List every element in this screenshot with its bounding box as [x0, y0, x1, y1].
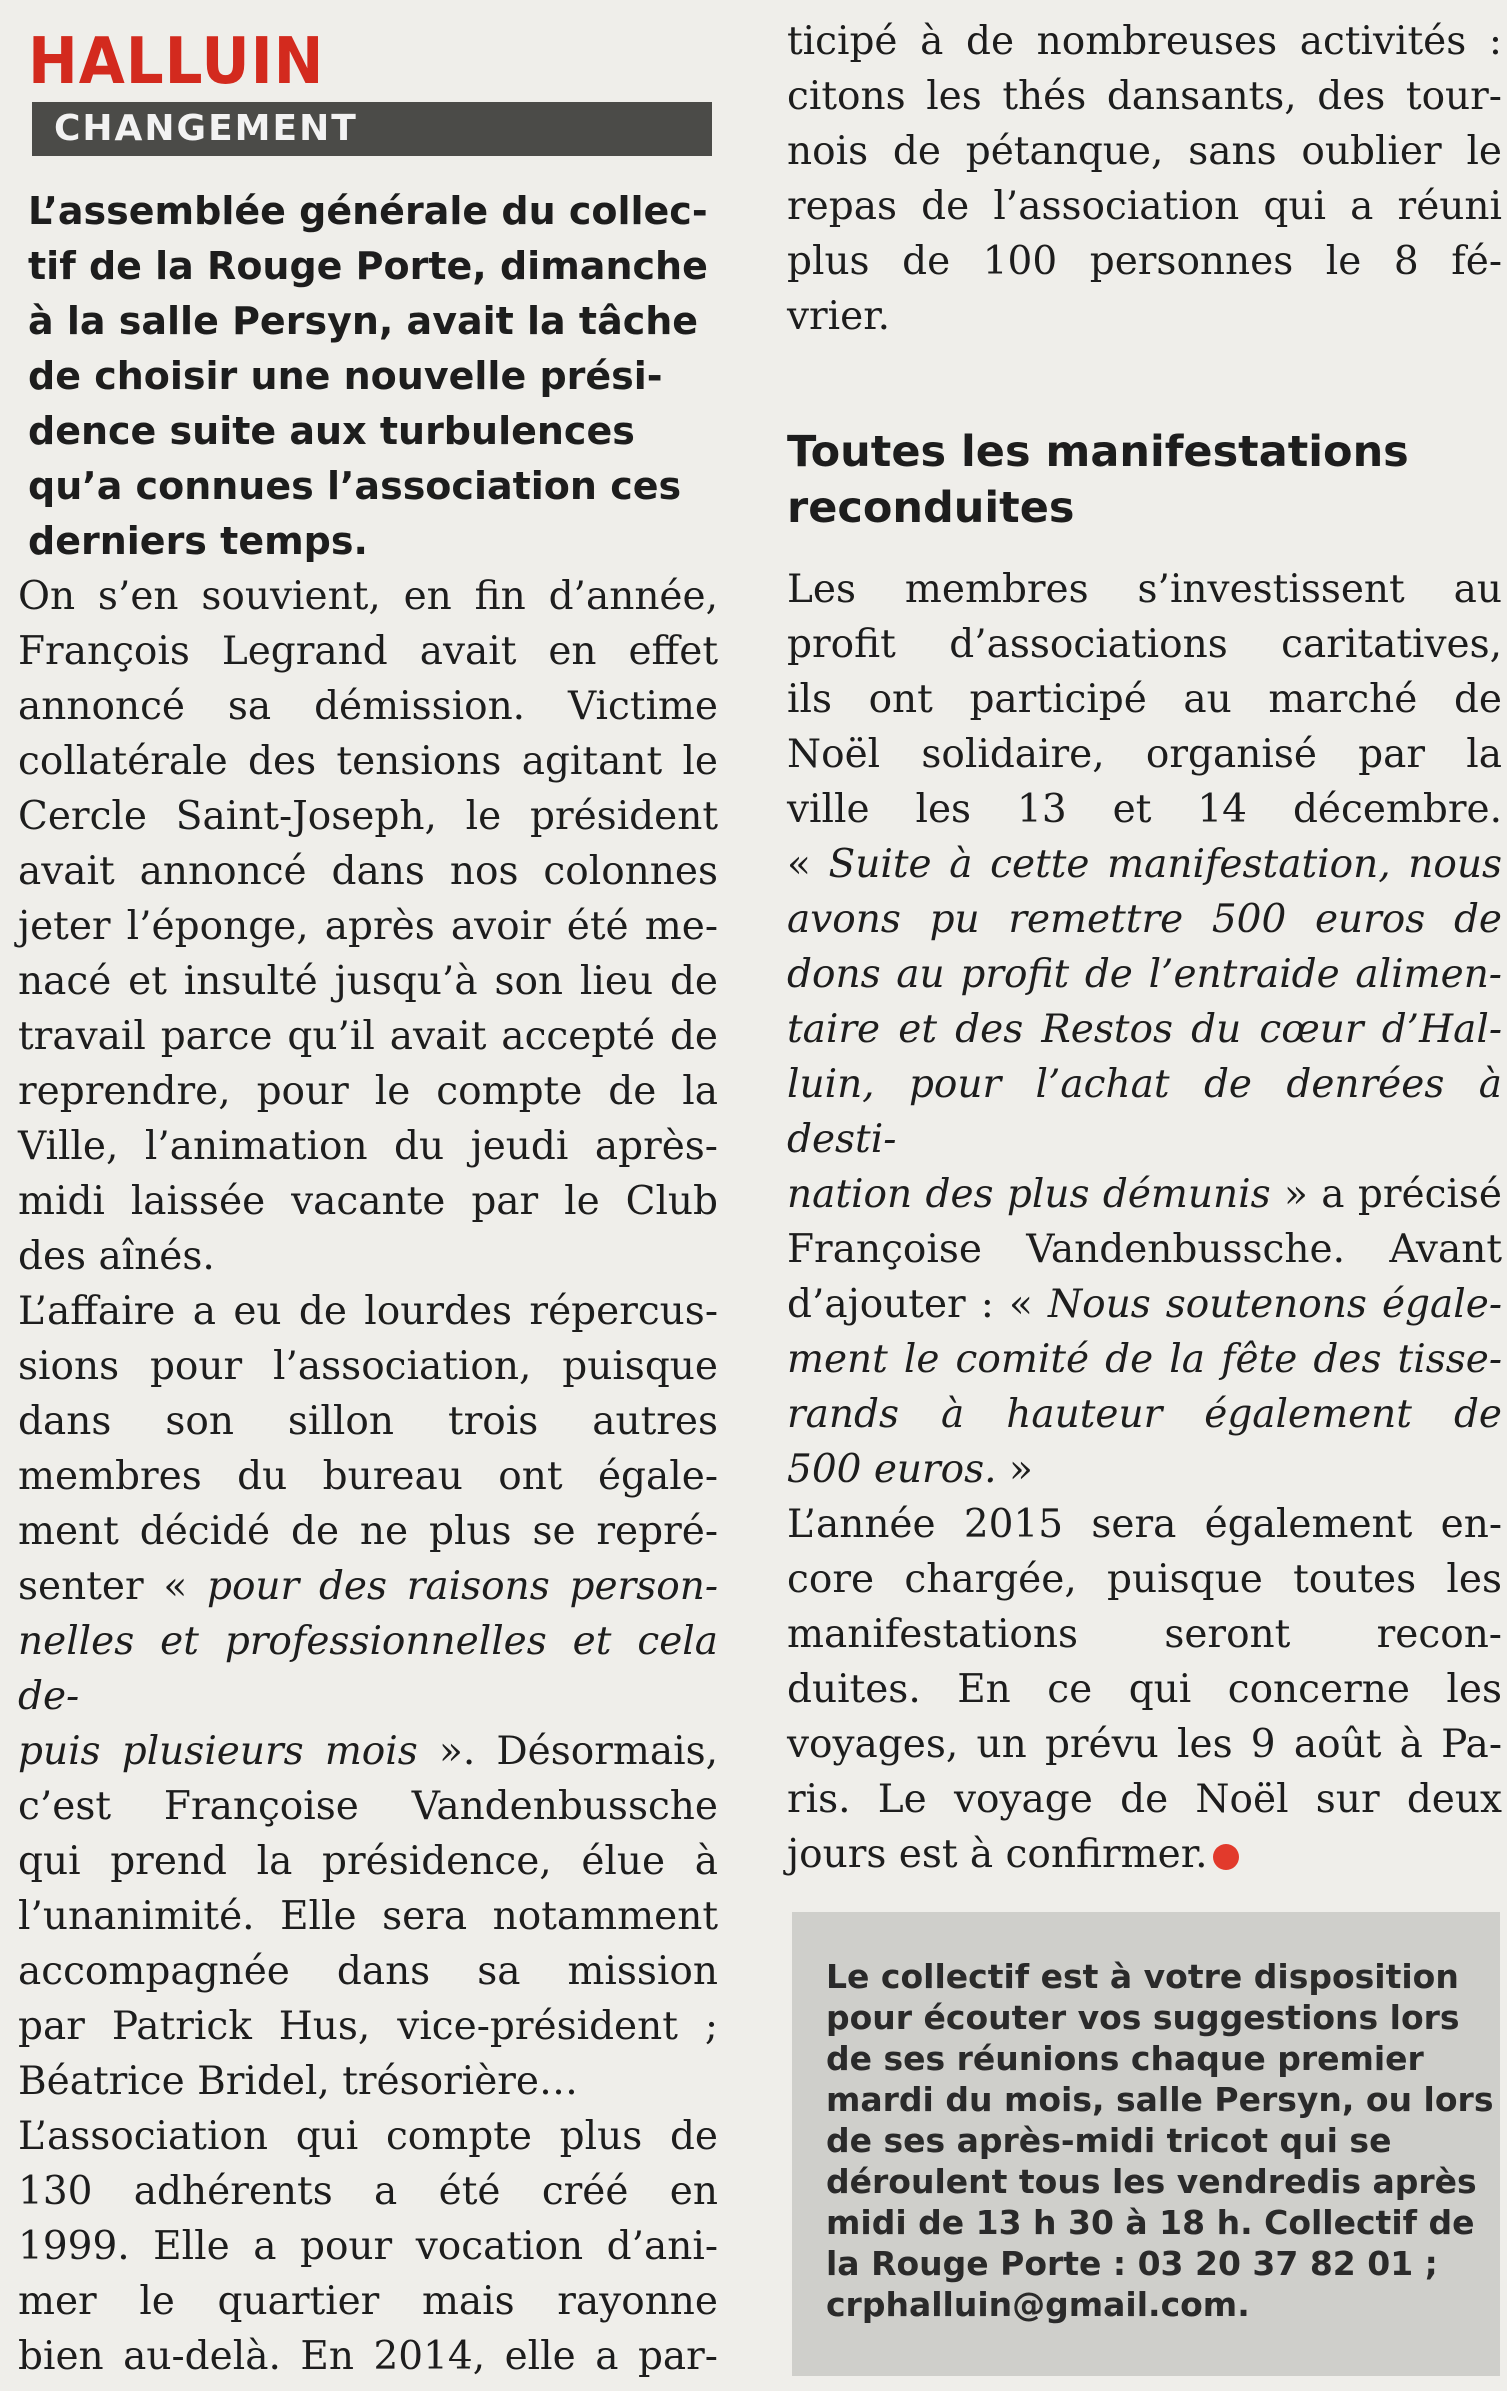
body-line: avait annoncé dans nos colonnes: [18, 849, 718, 894]
paragraph: [18, 1284, 718, 2109]
body-line: Ville, l’animation du jeudi après-: [18, 1124, 718, 1169]
body-line: vrier.: [787, 294, 890, 339]
text-run: »: [996, 1447, 1033, 1492]
body-line: [787, 1442, 1502, 1497]
body-line: [787, 1277, 1502, 1332]
body-line: [787, 1332, 1502, 1387]
body-line: bien au-delà. En 2014, elle a par-: [18, 2334, 718, 2379]
quote-text: luin, pour l’achat de denrées à desti-: [787, 1062, 1502, 1162]
body-line: Noël solidaire, organisé par la: [787, 732, 1502, 777]
body-line: l’unanimité. Elle sera notamment: [18, 1894, 718, 1939]
quote-text: ment le comité de la fête des tisse-: [787, 1337, 1502, 1382]
paragraph: [787, 14, 1502, 344]
body-line: reprendre, pour le compte de la: [18, 1069, 718, 1114]
body-line: [18, 1614, 718, 1724]
quote-text: dons au profit de l’entraide alimen-: [787, 952, 1502, 997]
body-line: nacé et insulté jusqu’à son lieu de: [18, 959, 718, 1004]
body-line: [787, 947, 1502, 1002]
lead-line: à la salle Persyn, avait la tâche: [28, 299, 699, 343]
body-line: ticipé à de nombreuses activités :: [787, 19, 1502, 64]
left-column: [18, 18, 718, 2384]
body-line: François Legrand avait en effet: [18, 629, 718, 674]
lead-line: de choisir une nouvelle prési-: [28, 354, 663, 398]
location-heading: HALLUIN: [28, 25, 325, 99]
article-lead: [28, 184, 718, 569]
subheading-line: reconduites: [787, 483, 1075, 533]
quote-text: 500 euros.: [787, 1447, 997, 1492]
body-line: par Patrick Hus, vice-président ;: [18, 2004, 718, 2049]
body-line: jeter l’éponge, après avoir été me-: [18, 904, 718, 949]
quote-text: Nous soutenons égale-: [1047, 1282, 1503, 1327]
lead-line: derniers temps.: [28, 519, 368, 563]
quote-text: Suite à cette manifestation, nous: [828, 842, 1502, 887]
body-line: ville les 13 et 14 décembre.: [787, 787, 1502, 832]
paragraph: [787, 1497, 1502, 1882]
end-mark-icon: [1213, 1844, 1239, 1870]
body-line: L’affaire a eu de lourdes répercus-: [18, 1289, 718, 1334]
body-line: profit d’associations caritatives,: [787, 622, 1502, 667]
quote-text: avons pu remettre 500 euros de: [787, 897, 1502, 942]
right-body: [787, 14, 1502, 1882]
body-line: Les membres s’investissent au: [787, 567, 1502, 612]
left-body: [18, 569, 718, 2384]
info-line: de ses réunions chaque premier: [826, 2039, 1424, 2078]
body-line: [787, 1387, 1502, 1442]
body-line: 130 adhérents a été créé en: [18, 2169, 718, 2214]
body-line: core chargée, puisque toutes les: [787, 1557, 1502, 1602]
body-line: dans son sillon trois autres: [18, 1399, 718, 1444]
body-line: manifestations seront recon-: [787, 1612, 1502, 1657]
text-run: jours est à confirmer.: [787, 1832, 1208, 1877]
quote-text: pour des raisons person-: [206, 1564, 718, 1609]
body-line: ris. Le voyage de Noël sur deux: [787, 1777, 1502, 1822]
body-line: [787, 1002, 1502, 1057]
lead-line: dence suite aux turbulences: [28, 409, 635, 453]
quote-text: nelles et professionnelles et cela de-: [18, 1619, 718, 1719]
right-column: [787, 14, 1502, 1882]
body-line: repas de l’association qui a réuni: [787, 184, 1502, 229]
subheading: [787, 424, 1502, 536]
body-line: voyages, un prévu les 9 août à Pa-: [787, 1722, 1502, 1767]
body-line: plus de 100 personnes le 8 fé-: [787, 239, 1502, 284]
quote-text: puis plusieurs mois: [18, 1729, 418, 1774]
text-run: senter «: [18, 1564, 207, 1609]
body-line: qui prend la présidence, élue à: [18, 1839, 718, 1884]
lead-line: qu’a connues l’association ces: [28, 464, 682, 508]
body-line: [18, 1724, 718, 1779]
info-line: midi de 13 h 30 à 18 h. Collectif de: [826, 2203, 1475, 2242]
body-line: 1999. Elle a pour vocation d’ani-: [18, 2224, 718, 2269]
text-run: ». Désormais,: [417, 1729, 718, 1774]
body-line: On s’en souvient, en fin d’année,: [18, 574, 718, 619]
lead-line: L’assemblée générale du collec-: [28, 189, 708, 233]
body-line: [787, 1057, 1502, 1167]
body-line: accompagnée dans sa mission: [18, 1949, 718, 1994]
body-line: [787, 837, 1502, 892]
body-line: Béatrice Bridel, trésorière…: [18, 2059, 578, 2104]
body-line: L’association qui compte plus de: [18, 2114, 718, 2159]
text-run: «: [787, 842, 829, 887]
info-line: crphalluin@gmail.com.: [826, 2285, 1250, 2324]
info-line: mardi du mois, salle Persyn, ou lors: [826, 2080, 1494, 2119]
body-line: [787, 1167, 1502, 1222]
paragraph: [787, 562, 1502, 1497]
quote-text: taire et des Restos du cœur d’Hal-: [787, 1007, 1502, 1052]
text-run: d’ajouter : «: [787, 1282, 1048, 1327]
body-line: duites. En ce qui concerne les: [787, 1667, 1502, 1712]
quote-text: nation des plus démunis: [787, 1172, 1271, 1217]
body-line: [18, 1559, 718, 1614]
paragraph: [18, 569, 718, 1284]
body-line: collatérale des tensions agitant le: [18, 739, 718, 784]
body-line: ils ont participé au marché de: [787, 677, 1502, 722]
body-line: c’est Françoise Vandenbussche: [18, 1784, 718, 1829]
body-line: membres du bureau ont égale-: [18, 1454, 718, 1499]
body-line: travail parce qu’il avait accepté de: [18, 1014, 718, 1059]
body-line: L’année 2015 sera également en-: [787, 1502, 1502, 1547]
body-line: citons les thés dansants, des tour-: [787, 74, 1502, 119]
body-line: [787, 1827, 1502, 1882]
body-line: [787, 892, 1502, 947]
info-line: déroulent tous les vendredis après: [826, 2162, 1477, 2201]
quote-text: rands à hauteur également de: [787, 1392, 1502, 1437]
body-line: mer le quartier mais rayonne: [18, 2279, 718, 2324]
info-line: la Rouge Porte : 03 20 37 82 01 ;: [826, 2244, 1438, 2283]
info-line: Le collectif est à votre disposition: [826, 1957, 1459, 1996]
body-line: annoncé sa démission. Victime: [18, 684, 718, 729]
body-line: ment décidé de ne plus se repré-: [18, 1509, 718, 1554]
body-line: midi laissée vacante par le Club: [18, 1179, 718, 1224]
rubric-banner: CHANGEMENT: [32, 102, 712, 156]
text-run: » a précisé: [1270, 1172, 1502, 1217]
body-line: sions pour l’association, puisque: [18, 1344, 718, 1389]
info-line: de ses après-midi tricot qui se: [826, 2121, 1392, 2160]
body-line: Cercle Saint-Joseph, le président: [18, 794, 718, 839]
body-line: Françoise Vandenbussche. Avant: [787, 1227, 1502, 1272]
lead-line: tif de la Rouge Porte, dimanche: [28, 244, 708, 288]
paragraph: [18, 2109, 718, 2384]
body-line: des aînés.: [18, 1234, 215, 1279]
subheading-line: Toutes les manifestations: [787, 427, 1409, 477]
info-line: pour écouter vos suggestions lors: [826, 1998, 1460, 2037]
info-box: [792, 1912, 1500, 2376]
body-line: nois de pétanque, sans oublier le: [787, 129, 1502, 174]
